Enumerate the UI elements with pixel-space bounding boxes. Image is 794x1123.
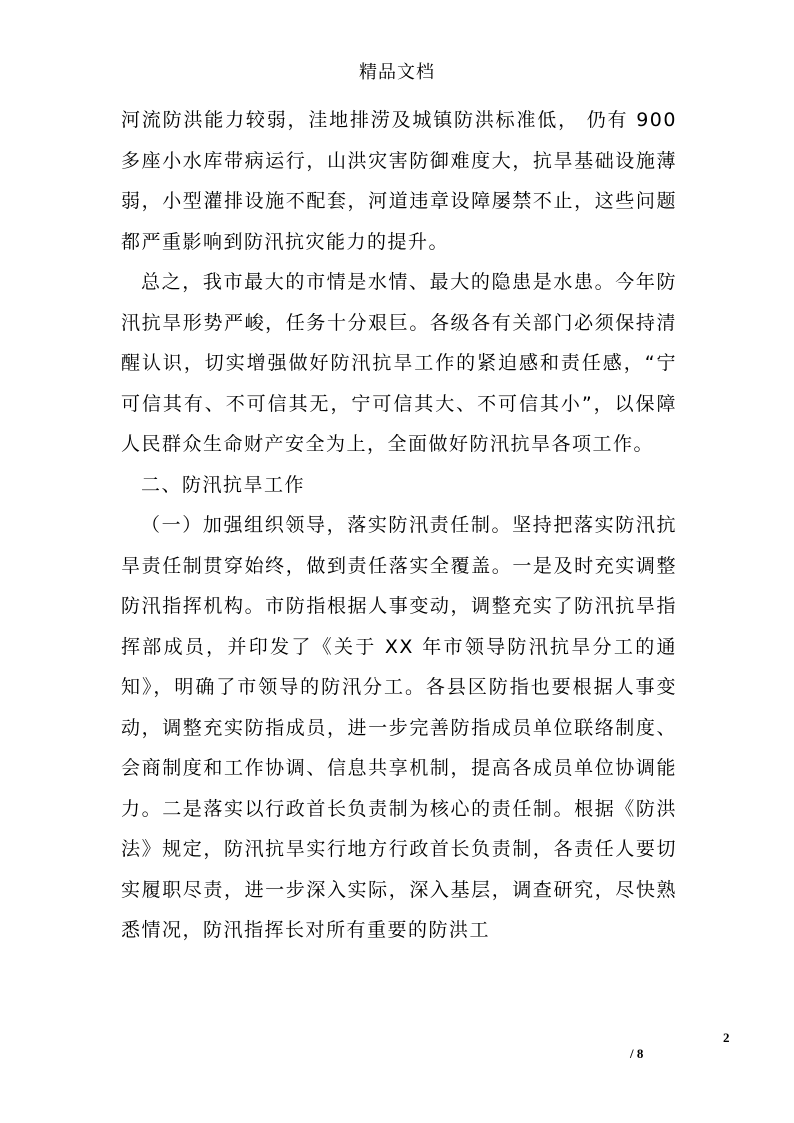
page-total: / 8 [630,1046,644,1061]
paragraph-1: 河流防洪能力较弱，洼地排涝及城镇防洪标准低， 仍有 900 多座小水库带病运行，山洪灾害防御难度大，抗旱基础设施薄弱，小型灌排设施不配套，河道违章设障屡禁不止，这些问题都严重影响到防汛抗灾能力的提升。 [121,109,677,253]
page-number: 2 [723,1030,730,1045]
document-body [121,100,677,951]
paragraph-2: 总之，我市最大的市情是水情、最大的隐患是水患。今年防汛抗旱形势严峻，任务十分艰巨。各级各有关部门必须保持清醒认识，切实增强做好防汛抗旱工作的紧迫感和责任感，“宁可信其有、不可信其无，宁可信其大、不可信其小”，以保障人民群众生命财产安全为上，全面做好防汛抗旱各项工作。 [121,271,677,455]
page-header-title: 精品文档 [359,62,435,83]
paragraph-3: （一）加强组织领导，落实防汛责任制。坚持把落实防汛抗旱责任制贯穿始终，做到责任落实全覆盖。一是及时充实调整防汛指挥机构。市防指根据人事变动，调整充实了防汛抗旱指挥部成员，并印发了《关于 XX 年市领导防汛抗旱分工的通知》，明确了市领导的防汛分工。各县区防指也要根据人事变动，调整充实防指成员，进一步完善防指成员单位联络制度、会商制度和工作协调、信息共享机制，提高各成员单位协调能力。二是落实以行政首长负责制为核心的责任制。根据《防洪法》规定，防汛抗旱实行地方行政首长负责制，各责任人要切实履职尽责，进一步深入实际，深入基层，调查研究，尽快熟悉情况，防汛指挥长对所有重要的防洪工 [121,514,677,941]
section-heading: 二、防汛抗旱工作 [141,473,306,496]
